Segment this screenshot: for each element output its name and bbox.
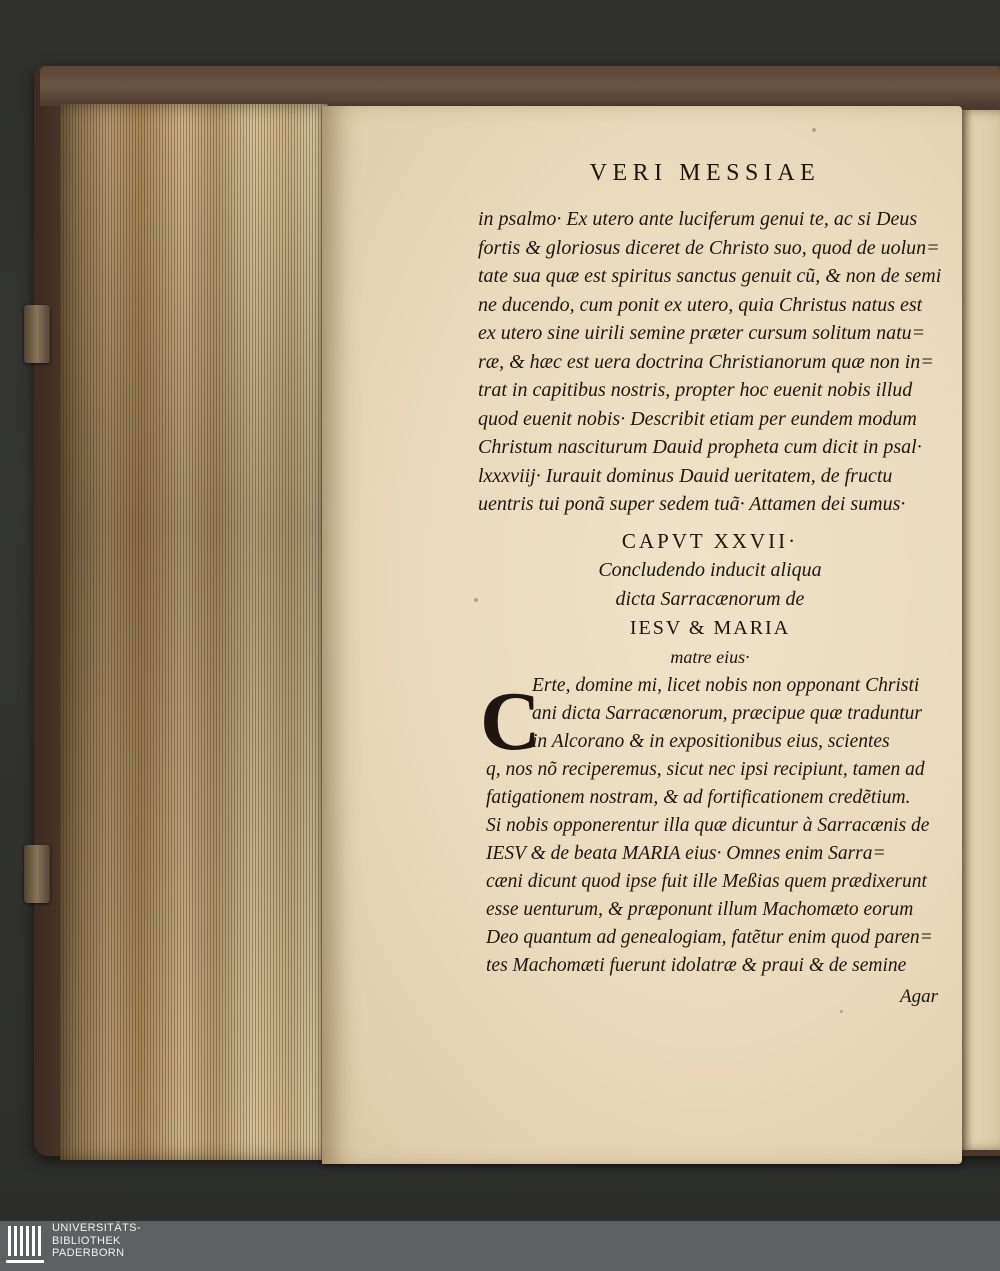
text-line: tes Machomæti fuerunt idolatræ & praui & de semine <box>486 955 907 976</box>
running-head: VERI MESSIAE <box>589 160 821 186</box>
text-line: ne ducendo, cum ponit ex utero, quia Christus natus est <box>478 293 923 316</box>
cover-top-edge <box>40 66 1000 106</box>
text-line: ani dicta Sarracænorum, præcipue quæ traduntur <box>532 703 923 724</box>
library-footer <box>0 1221 1000 1271</box>
library-name-line: UNIVERSITÄTS- <box>52 1222 141 1234</box>
chapter-summary-line: matre eius· <box>670 647 750 667</box>
text-line: cæni dicunt quod ipse fuit ille Meßias quem prædixerunt <box>486 871 927 892</box>
text-line: uentris tui ponã super sedem tuã· Attamen dei sumus· <box>478 493 906 515</box>
clasp-icon <box>24 305 50 363</box>
chapter-heading <box>560 526 860 672</box>
paper-spot <box>812 128 816 132</box>
text-line: fortis & gloriosus diceret de Christo suo, quod de uolun= <box>478 236 940 259</box>
text-line: Deo quantum ad genealogiam, fatẽtur enim quod paren= <box>486 927 933 948</box>
text-line: tate sua quæ est spiritus sanctus genuit cũ, & non de semi <box>478 265 942 287</box>
chapter-summary-line: Concludendo inducit aliqua <box>598 559 822 581</box>
chapter-summary-line: IESV & MARIA <box>629 617 791 639</box>
text-line: fatigationem nostram, & ad fortificationem credẽtium. <box>486 787 911 808</box>
library-logo-icon <box>6 1222 46 1268</box>
text-line: in Alcorano & in expositionibus eius, scientes <box>532 731 890 752</box>
text-line: ex utero sine uirili semine præter cursum solitum natu= <box>478 322 926 344</box>
text-line: in psalmo· Ex utero ante luciferum genui te, ac si Deus <box>478 208 918 230</box>
body-text <box>478 205 956 519</box>
text-line: trat in capitibus nostris, propter hoc euenit nobis illud <box>478 379 913 401</box>
text-line: quod euenit nobis· Describit etiam per eundem modum <box>478 407 917 430</box>
text-line: ræ, & hæc est uera doctrina Christianorum quæ non in= <box>478 350 934 373</box>
text-line: q, nos nõ reciperemus, sicut nec ipsi recipiunt, tamen ad <box>486 759 925 780</box>
chapter-title: CAPVT XXVII· <box>621 529 799 553</box>
library-name-line: BIBLIOTHEK <box>52 1234 121 1247</box>
library-name-line: PADERBORN <box>52 1247 125 1259</box>
text-line: lxxxviij· Iurauit dominus Dauid ueritatem, de fructu <box>478 464 893 487</box>
text-line: esse uenturum, & præponunt illum Machomæto eorum <box>486 899 914 920</box>
page-edges-shade <box>60 104 328 1160</box>
drop-cap: C <box>480 675 541 768</box>
text-line: Christum nasciturum Dauid propheta cum dicit in psal· <box>478 436 922 458</box>
clasp-icon <box>24 845 50 903</box>
text-line: Si nobis opponerentur illa quæ dicuntur à Sarracænis de <box>486 815 930 836</box>
paper-spot <box>474 598 478 602</box>
paper-spot <box>840 1010 843 1013</box>
chapter-summary-line: dicta Sarracænorum de <box>615 588 805 610</box>
text-line: IESV & de beata MARIA eius· Omnes enim Sarra= <box>486 843 886 864</box>
catchword: Agar <box>900 986 938 1007</box>
chapter-text <box>486 672 946 980</box>
next-page-edge <box>958 110 1000 1150</box>
text-line: Erte, domine mi, licet nobis non opponant Christi <box>532 675 920 696</box>
library-name <box>52 1222 141 1260</box>
